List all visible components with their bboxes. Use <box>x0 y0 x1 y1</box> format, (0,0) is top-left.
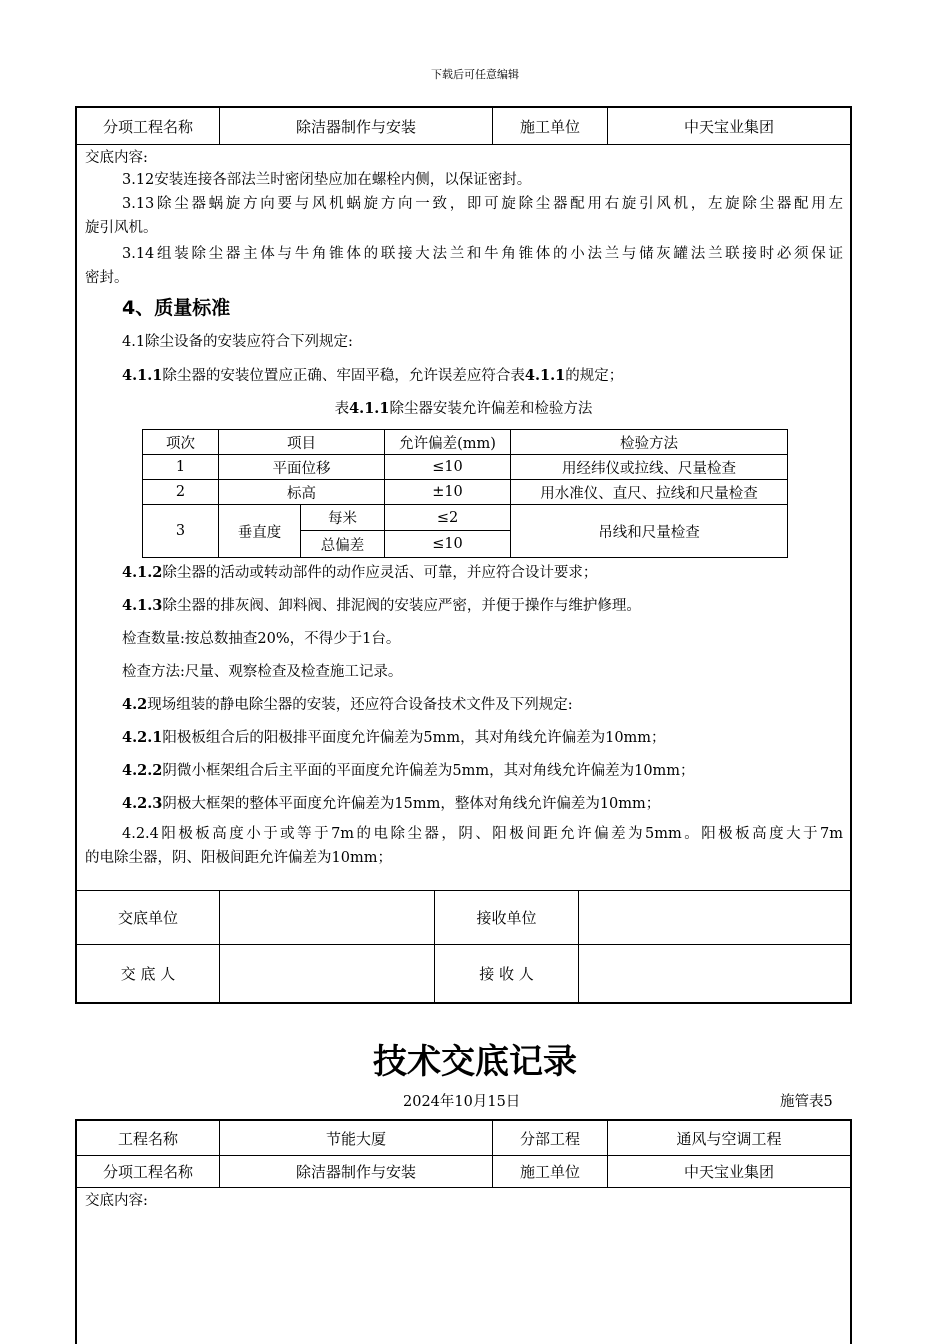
clause-text: 除尘器的安装位置应正确、牢固平稳，允许误差应符合表 <box>162 368 525 384</box>
sub-project-value: 除洁器制作与安装 <box>295 1163 416 1181</box>
table-cell: 用经纬仪或拉线、尺量检查 <box>510 454 788 480</box>
paragraph-3-14-line2: 密封。 <box>85 270 129 286</box>
paragraph-3-12: 3.12安装连接各部法兰时密闭垫应加在螺栓内侧，以保证密封。 <box>122 172 532 188</box>
sub-project-value: 除洁器制作与安装 <box>295 117 416 136</box>
record-sheet-continued <box>75 106 852 1004</box>
receiver-unit-field[interactable] <box>579 891 850 944</box>
receiver-unit-label: 接收单位 <box>476 909 537 927</box>
clause-number: 4.2 <box>122 696 148 713</box>
division-value: 通风与空调工程 <box>676 1129 782 1148</box>
record-title: 技术交底记录 <box>373 1042 577 1082</box>
table-cell: ±10 <box>384 479 511 505</box>
content-label: 交底内容: <box>85 150 148 166</box>
issuer-unit-field[interactable] <box>220 891 434 944</box>
paragraph-4-2 <box>122 693 573 717</box>
divider <box>77 144 850 145</box>
paragraph-3-13-line1: 3.13除尘器蜗旋方向要与风机蜗旋方向一致，即可旋除尘器配用右旋引风机，左旋除尘器配用左 <box>122 196 843 212</box>
table-reference: 4.1.1 <box>524 367 566 384</box>
paragraph-3-13-line2: 旋引风机。 <box>85 220 158 236</box>
paragraph-4-2-2 <box>122 759 695 783</box>
contractor-value: 中天宝业集团 <box>683 117 774 136</box>
contractor-value: 中天宝业集团 <box>683 1163 774 1181</box>
table-cell: 标高 <box>218 479 385 505</box>
table-header-cell: 检验方法 <box>510 429 788 455</box>
receiver-person-label: 接 收 人 <box>479 965 534 983</box>
record-date: 2024年10月15日 <box>403 1094 521 1110</box>
content-label: 交底内容: <box>85 1193 148 1209</box>
paragraph-4-2-3 <box>122 792 660 816</box>
divider <box>77 1187 850 1188</box>
table-cell: 垂直度 <box>218 504 301 558</box>
check-quantity: 检查数量:按总数抽查20%，不得少于1台。 <box>122 631 401 647</box>
table-cell: 总偏差 <box>300 530 385 558</box>
table-cell: 每米 <box>300 504 385 531</box>
paragraph-4-1-1 <box>122 364 623 388</box>
issuer-person-label: 交 底 人 <box>120 965 176 983</box>
table-cell: 3 <box>142 504 219 558</box>
paragraph-4-1-2 <box>122 561 597 585</box>
table-header-cell: 允许偏差(mm) <box>384 429 511 455</box>
table-caption <box>77 397 850 421</box>
project-name-value: 节能大厦 <box>325 1129 386 1148</box>
clause-number: 4.1.1 <box>122 367 163 384</box>
table-cell: 吊线和尺量检查 <box>510 504 788 558</box>
page-note: 下载后可任意编辑 <box>431 68 519 81</box>
sub-project-label: 分项工程名称 <box>102 117 193 136</box>
table-cell: 1 <box>142 454 219 480</box>
table-cell: 用水准仪、直尺、拉线和尺量检查 <box>510 479 788 505</box>
clause-number: 4.2.2 <box>122 762 163 779</box>
section-heading-quality-standard: 4、质量标准 <box>122 297 231 319</box>
division-label: 分部工程 <box>519 1129 580 1148</box>
project-name-label: 工程名称 <box>117 1129 178 1148</box>
clause-text-tail: 的规定； <box>565 368 624 384</box>
clause-number: 4.2.1 <box>122 729 163 746</box>
caption-text: 除尘器安装允许偏差和检验方法 <box>389 401 593 417</box>
contractor-label: 施工单位 <box>519 117 580 136</box>
record-sheet <box>75 1119 852 1344</box>
paragraph-3-14-line1: 3.14组装除尘器主体与牛角锥体的联接大法兰和牛角锥体的小法兰与储灰罐法兰联接时必须保证 <box>122 246 843 262</box>
clause-text: 阴极大框架的整体平面度允许偏差为15mm，整体对角线允许偏差为10mm； <box>162 796 661 812</box>
clause-text: 阴微小框架组合后主平面的平面度允许偏差为5mm，其对角线允许偏差为10mm； <box>162 763 695 779</box>
paragraph-4-1: 4.1除尘设备的安装应符合下列规定: <box>122 334 353 350</box>
paragraph-4-2-4-line1: 4.2.4阳极板高度小于或等于7m的电除尘器，阴、阳极间距允许偏差为5mm。阳极板高度大于7m <box>122 826 843 842</box>
table-cell: ≤10 <box>384 530 511 558</box>
tolerance-table <box>142 429 788 558</box>
table-cell: ≤10 <box>384 454 511 480</box>
clause-number: 4.2.3 <box>122 795 163 812</box>
clause-number: 4.1.3 <box>122 597 163 614</box>
receiver-person-field[interactable] <box>579 945 850 1002</box>
table-cell: 2 <box>142 479 219 505</box>
paragraph-4-2-1 <box>122 726 666 750</box>
clause-text: 现场组装的静电除尘器的安装，还应符合设备技术文件及下列规定: <box>147 697 573 713</box>
table-header-cell: 项次 <box>142 429 219 455</box>
sub-project-label: 分项工程名称 <box>102 1163 193 1181</box>
form-number: 施管表5 <box>780 1094 833 1110</box>
issuer-person-field[interactable] <box>220 945 434 1002</box>
clause-text: 除尘器的活动或转动部件的动作应灵活、可靠，并应符合设计要求； <box>162 565 598 581</box>
clause-text: 阳极板组合后的阳极排平面度允许偏差为5mm，其对角线允许偏差为10mm； <box>162 730 666 746</box>
check-method: 检查方法:尺量、观察检查及检查施工记录。 <box>122 664 403 680</box>
clause-number: 4.1.2 <box>122 564 163 581</box>
caption-number: 4.1.1 <box>349 400 390 417</box>
caption-prefix: 表 <box>334 401 350 417</box>
table-cell: ≤2 <box>384 504 511 531</box>
clause-text: 除尘器的排灰阀、卸料阀、排泥阀的安装应严密，并便于操作与维护修理。 <box>162 598 641 614</box>
contractor-label: 施工单位 <box>519 1163 580 1181</box>
table-header-cell: 项目 <box>218 429 385 455</box>
issuer-unit-label: 交底单位 <box>117 909 178 927</box>
paragraph-4-2-4-line2: 的电除尘器，阴、阳极间距允许偏差为10mm； <box>85 850 392 866</box>
paragraph-4-1-3 <box>122 594 641 618</box>
table-cell: 平面位移 <box>218 454 385 480</box>
